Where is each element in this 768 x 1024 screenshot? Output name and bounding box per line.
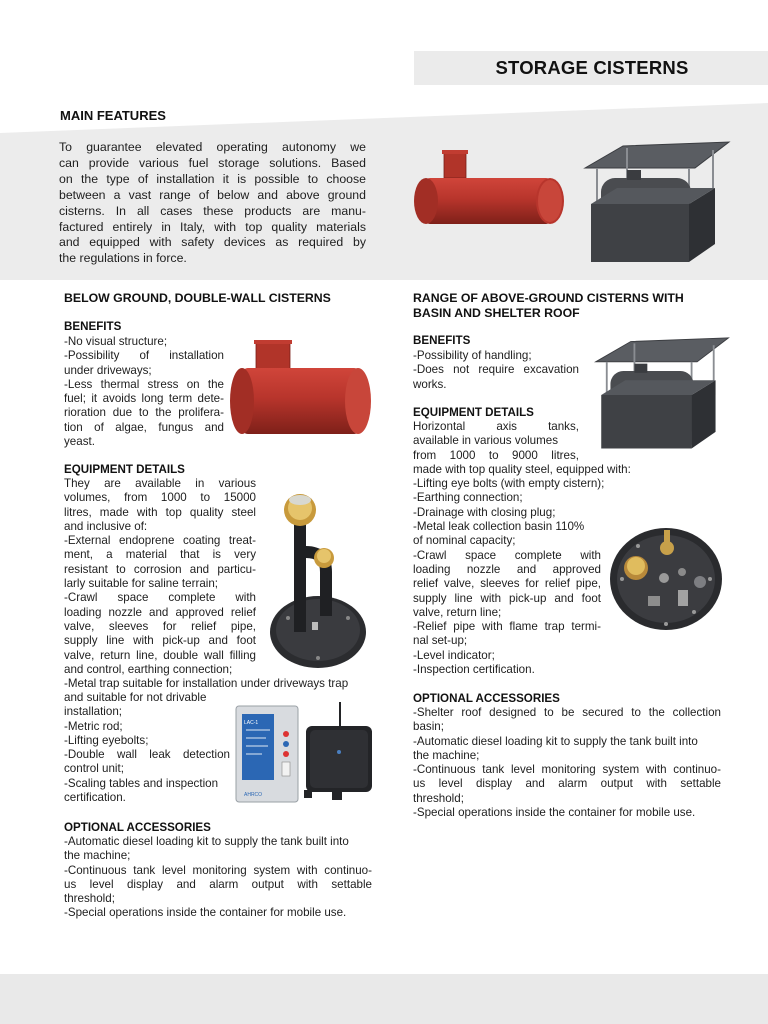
text-line: loading nozzle and approved relief	[64, 605, 256, 619]
text-line: available in various volumes	[413, 434, 558, 448]
above-benefits-list	[413, 349, 579, 392]
text-line: -No visual structure;	[64, 335, 168, 348]
text-line: yeast.	[64, 435, 95, 449]
text-line: -Level indicator;	[413, 648, 495, 662]
below-equipment-list-continued	[64, 691, 230, 805]
text-line: basin;	[413, 720, 444, 734]
text-line: loading nozzle and approved	[413, 562, 601, 576]
text-line: larly suitable for saline terrain;	[64, 577, 219, 591]
above-equipment-list	[413, 420, 631, 677]
text-line: cisterns. In all cases these products are manu-	[59, 203, 366, 218]
text-line: works.	[413, 377, 447, 391]
text-line: -Inspection certification.	[413, 663, 535, 677]
text-line: -Possibility of installation	[64, 349, 224, 363]
text-line: -External endoprene coating treat-	[64, 534, 256, 548]
text-line: threshold;	[64, 892, 115, 906]
text-line: can provide various fuel storage solutions. Based	[59, 155, 366, 170]
text-line: relief valve, sleeves for relief pipe,	[413, 577, 601, 591]
footer-band	[0, 974, 768, 1024]
text-line: To guarantee elevated operating autonomy we	[59, 140, 366, 154]
text-line: us level display and alarm output with settable	[64, 877, 372, 891]
manhole-cover-top-view-image	[608, 526, 724, 632]
text-line: -Does not require excavation	[413, 363, 579, 377]
text-line: tion of algae, fungus and	[64, 420, 224, 434]
text-line: factured entirely in Italy, with top quality materials	[59, 219, 366, 234]
text-line: -Crawl space complete with	[413, 548, 601, 562]
text-line: They are available in various	[64, 477, 256, 490]
text-line: -Drainage with closing plug;	[413, 505, 556, 519]
text-line: volumes, from 1000 to 15000	[64, 491, 256, 505]
below-optional-list	[64, 835, 372, 921]
page-title: STORAGE CISTERNS	[495, 57, 689, 78]
below-ground-heading: BELOW GROUND, DOUBLE-WALL CISTERNS	[64, 291, 331, 305]
below-benefits-heading: BENEFITS	[64, 320, 122, 333]
text-line: and equipped with safety devices as required by	[59, 235, 366, 250]
below-benefits-list	[64, 335, 224, 449]
text-line: -Continuous tank level monitoring system with continuo-	[64, 863, 372, 877]
text-line: -Metal leak collection basin 110%	[413, 520, 585, 534]
text-line: of nominal capacity;	[413, 534, 516, 548]
below-equipment-heading: EQUIPMENT DETAILS	[64, 463, 185, 476]
text-line: us level display and alarm output with settable	[413, 777, 721, 791]
text-line: installation;	[64, 705, 123, 719]
text-line: the machine;	[413, 748, 480, 762]
heading-line: RANGE OF ABOVE-GROUND CISTERNS WITH	[413, 291, 684, 305]
above-ground-tank-shelter-image	[583, 140, 733, 268]
text-line: -Crawl space complete with	[64, 591, 256, 605]
text-line: -Metal trap suitable for installation under driveways trap	[64, 677, 349, 690]
text-line: under driveways;	[64, 363, 152, 377]
device-label: LAC-1	[244, 720, 259, 726]
leak-detection-control-unit-image	[236, 700, 376, 806]
below-optional-heading: OPTIONAL ACCESSORIES	[64, 821, 211, 834]
text-line: -Scaling tables and inspection	[64, 776, 219, 790]
text-line: the regulations in force.	[59, 251, 187, 266]
text-line: ment, a material that is very	[64, 548, 256, 562]
below-equipment-list	[64, 477, 256, 677]
text-line: -Continuous tank level monitoring system with continuo-	[413, 763, 721, 777]
red-underground-tank-image	[412, 148, 568, 228]
text-line: -Earthing connection;	[413, 491, 523, 505]
text-line: valve, return line, double wall filling	[64, 648, 256, 662]
red-underground-tank-image	[228, 340, 373, 438]
text-line: between a vast range of below and above ground	[59, 187, 366, 202]
text-line: supply line with pick-up and foot	[413, 591, 601, 605]
text-line: on the type of installation it is possible to choose	[59, 171, 366, 186]
text-line: -Automatic diesel loading kit to supply the tank built into	[64, 835, 349, 848]
text-line: -Relief pipe with flame trap termi-	[413, 620, 601, 634]
text-line: control unit;	[64, 762, 124, 776]
main-features-text	[59, 140, 366, 267]
main-features-heading: MAIN FEATURES	[60, 108, 166, 123]
text-line: made with top quality steel, equipped with:	[413, 462, 631, 476]
text-line: certification.	[64, 791, 126, 805]
text-line: -Special operations inside the container for mobile use.	[413, 806, 696, 820]
text-line: -Lifting eye bolts (with empty cistern);	[413, 477, 605, 491]
text-line: valve, return line;	[413, 605, 502, 619]
text-line: -Less thermal stress on the	[64, 377, 224, 391]
text-line: valve, sleeves for relief pipe,	[64, 619, 256, 633]
text-line: -Double wall leak detection	[64, 748, 230, 762]
device-brand: AHRCO	[244, 792, 263, 798]
text-line: Horizontal axis tanks,	[413, 420, 579, 433]
above-optional-heading: OPTIONAL ACCESSORIES	[413, 692, 560, 705]
title-band	[414, 51, 768, 85]
text-line: supply line with pick-up and foot	[64, 634, 256, 648]
text-line: resistant to corrosion and particu-	[64, 562, 256, 576]
text-line: threshold;	[413, 791, 464, 805]
text-line: and control, earthing connection;	[64, 662, 233, 676]
text-line: the machine;	[64, 849, 131, 863]
text-line: fuel; it avoids long term dete-	[64, 392, 224, 406]
above-optional-list	[413, 706, 721, 820]
text-line: -Lifting eyebolts;	[64, 733, 149, 747]
text-line: -Shelter roof designed to be secured to the collection	[413, 706, 721, 719]
text-line: -Metric rod;	[64, 719, 123, 733]
text-line: -Possibility of handling;	[413, 349, 532, 362]
text-line: -Special operations inside the container for mobile use.	[64, 906, 347, 920]
text-line: rioration due to the prolifera-	[64, 406, 224, 420]
text-line: -Automatic diesel loading kit to supply the tank built into	[413, 734, 698, 748]
text-line: nal set-up;	[413, 634, 468, 648]
above-ground-heading	[413, 291, 733, 321]
text-line: from 1000 to 9000 litres,	[413, 448, 579, 462]
above-benefits-heading: BENEFITS	[413, 334, 471, 347]
text-line: and suitable for not drivable	[64, 691, 207, 704]
heading-line: BASIN AND SHELTER ROOF	[413, 306, 580, 320]
text-line: and inclusive of:	[64, 519, 148, 533]
above-ground-tank-shelter-image	[590, 336, 736, 454]
above-equipment-heading: EQUIPMENT DETAILS	[413, 406, 534, 419]
manhole-crawl-space-image	[268, 492, 368, 670]
text-line: litres, made with top quality steel	[64, 505, 256, 519]
